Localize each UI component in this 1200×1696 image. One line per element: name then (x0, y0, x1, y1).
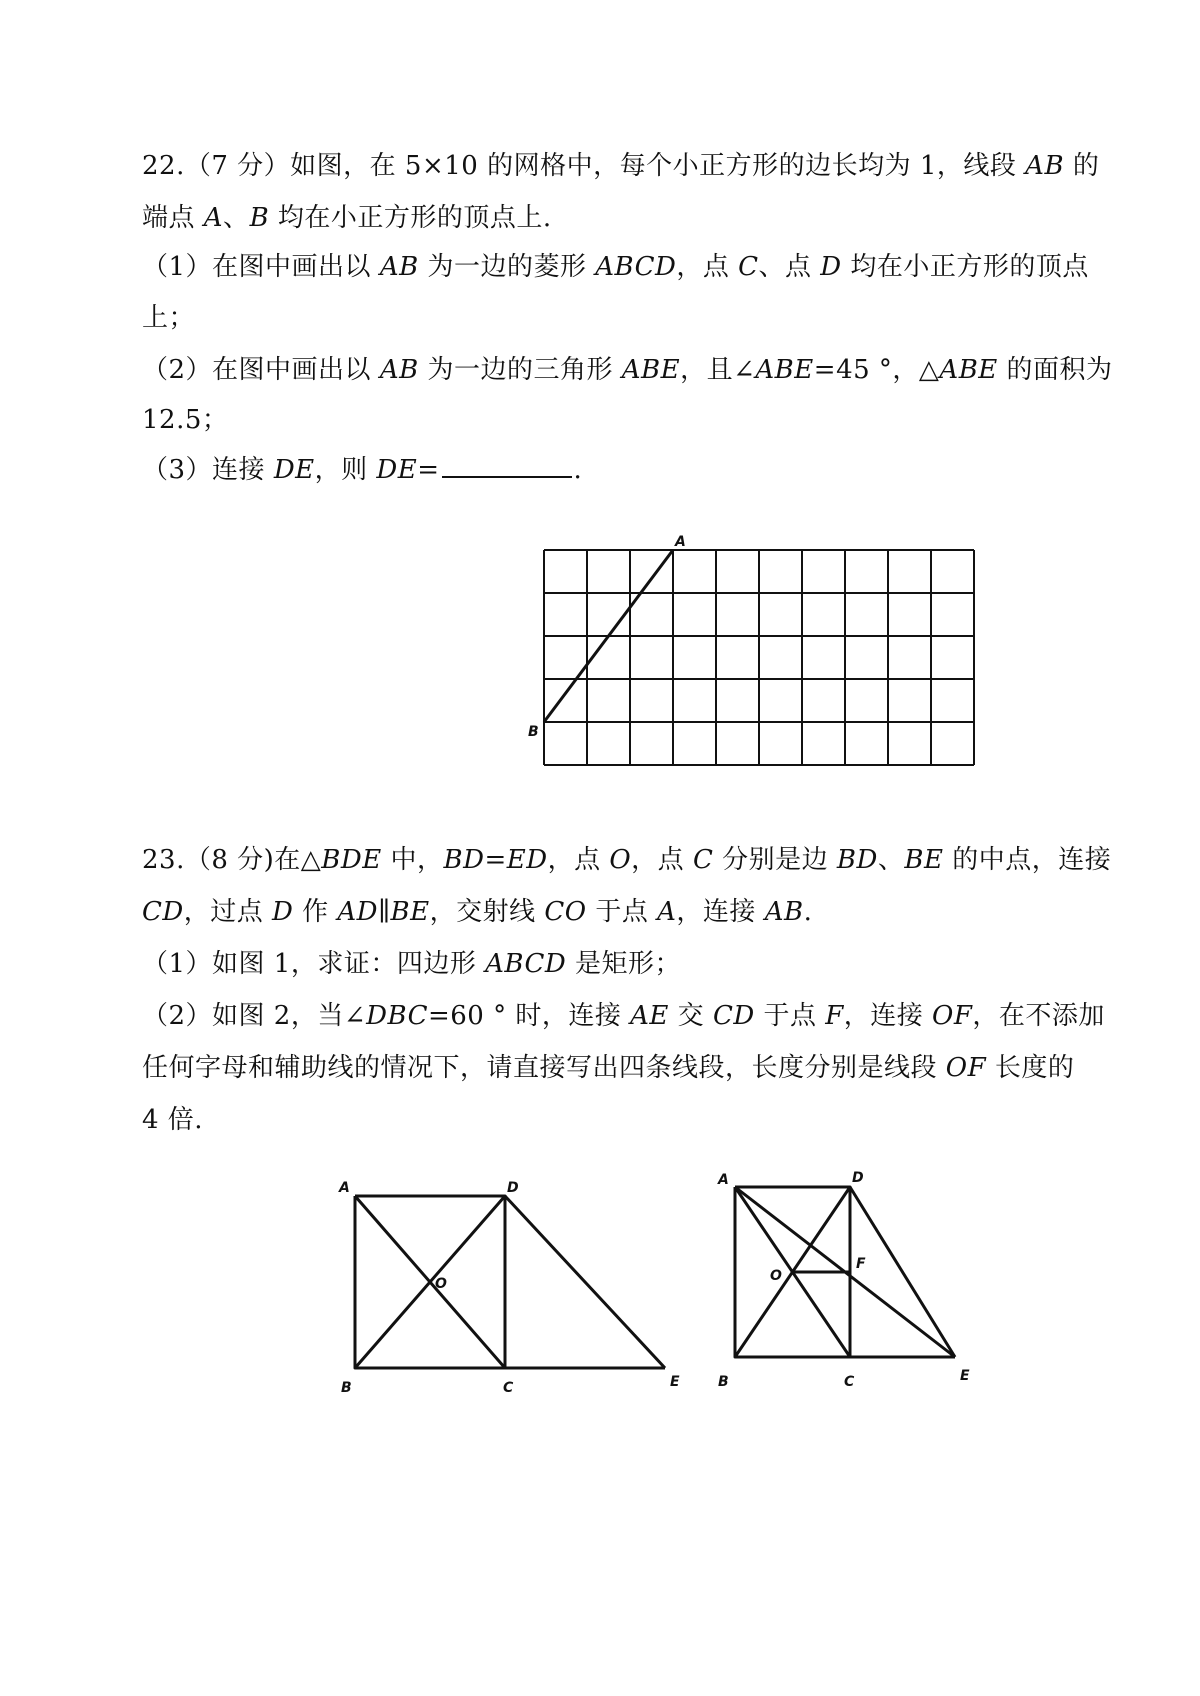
label-e: E (670, 1374, 680, 1390)
q23-math: BD (443, 845, 485, 875)
q23-text: 作 (293, 897, 338, 927)
q23-text: 于点 (586, 897, 658, 927)
q22-math: AB (1025, 151, 1065, 181)
grid-lines (544, 550, 974, 765)
label-b: B (718, 1374, 729, 1390)
q23-text: （1）如图 1，求证：四边形 (142, 949, 486, 979)
q22-text: 22.（7 分）如图，在 5×10 的网格中，每个小正方形的边长均为 1，线段 (142, 151, 1026, 181)
label-f: F (856, 1256, 866, 1272)
q23-math: ABCD (485, 949, 567, 979)
q22-math: ABE (621, 355, 681, 385)
q22-text: ，且∠ (680, 355, 756, 385)
q23-line-1 (142, 842, 1112, 878)
segment-de (505, 1196, 665, 1368)
q23-text: = (484, 845, 507, 875)
q23-text: 的中点，连接 (943, 845, 1112, 875)
q23-text: ，交射线 (429, 897, 545, 927)
label-a: A (339, 1180, 350, 1196)
q22-part1-line (142, 249, 1089, 285)
q22-text: 端点 (142, 203, 204, 233)
q23-math: BD (836, 845, 878, 875)
q22-math: ABE (939, 355, 998, 385)
label-c: C (844, 1374, 855, 1390)
q23-math: CD (712, 1001, 755, 1031)
q23-text: 23.（8 分)在△ (142, 845, 322, 875)
q22-grid-figure (520, 530, 1020, 790)
q22-text: 均在小正方形的顶点 (841, 252, 1089, 282)
q23-math: AB (764, 897, 804, 927)
q23-text: 4 倍. (142, 1105, 204, 1135)
label-d: D (852, 1170, 864, 1186)
q23-text: 是矩形； (566, 949, 681, 979)
q22-text: （1）在图中画出以 (142, 252, 380, 282)
q22-text: 的 (1064, 151, 1100, 181)
label-b: B (341, 1380, 352, 1396)
q22-text: 为一边的菱形 (418, 252, 596, 282)
q23-text: 中， (381, 845, 444, 875)
q23-text: ，在不添加 (972, 1001, 1105, 1031)
q23-part2-line-end (142, 1102, 1082, 1138)
q23-math: D (272, 897, 294, 927)
q23-text: 任何字母和辅助线的情况下，请直接写出四条线段，长度分别是线段 (142, 1053, 946, 1083)
label-e: E (960, 1368, 970, 1384)
q22-math: ABE (755, 355, 814, 385)
label-d: D (507, 1180, 519, 1196)
q22-math: AB (379, 355, 419, 385)
label-o: O (435, 1276, 447, 1292)
q23-text: 于点 (754, 1001, 826, 1031)
label-a: A (718, 1172, 729, 1188)
q22-text: 12.5； (142, 405, 229, 435)
q22-text: （2）在图中画出以 (142, 355, 380, 385)
label-a: A (675, 534, 686, 550)
q22-text: 的面积为 (997, 355, 1113, 385)
q23-text: 交 (668, 1001, 713, 1031)
q22-math: AB (379, 252, 419, 282)
q23-text: ，连接 (676, 897, 765, 927)
q22-line-1 (142, 148, 1100, 184)
q23-text: 分别是边 (713, 845, 837, 875)
q23-math: C (692, 845, 714, 875)
q23-text: 、 (877, 845, 905, 875)
q23-math: AD∥BE (337, 897, 430, 927)
q23-part2-line-cont (142, 1050, 1082, 1086)
q23-text: ，连接 (843, 1001, 933, 1031)
q22-part2-line-cont (142, 402, 1082, 438)
q23-text: . (803, 897, 813, 927)
label-o: O (770, 1268, 782, 1284)
q23-text: （2）如图 2，当∠ (142, 1001, 367, 1031)
q22-text: 上； (142, 303, 196, 333)
q23-line-2 (142, 894, 1082, 930)
q23-math: BE (904, 845, 944, 875)
q22-text: 、点 (758, 252, 821, 282)
q23-part1-line (142, 946, 1082, 982)
q23-math: O (609, 845, 632, 875)
q23-math: CD (142, 897, 184, 927)
q23-math: BDE (321, 845, 382, 875)
q23-part2-line (142, 998, 1105, 1034)
q22-text: （3）连接 (142, 455, 274, 485)
q22-text: =45 °，△ (813, 355, 940, 385)
q22-text: . (573, 455, 583, 485)
q22-text: 均在小正方形的顶点上. (269, 203, 552, 233)
q23-math: DBC (366, 1001, 428, 1031)
q22-math: D (820, 252, 842, 282)
q23-math: F (825, 1001, 844, 1031)
q23-math: ED (506, 845, 548, 875)
q22-math: B (249, 203, 270, 233)
q23-figure-2 (710, 1160, 1010, 1400)
q23-text: 长度的 (986, 1053, 1075, 1083)
label-b: B (528, 724, 539, 740)
q22-line-2 (142, 200, 1082, 236)
q22-math: DE (273, 455, 315, 485)
q23-text: ，点 (547, 845, 610, 875)
q22-math: DE (376, 455, 418, 485)
q23-figure-1 (335, 1170, 695, 1400)
label-c: C (503, 1380, 514, 1396)
q22-math: A (203, 203, 224, 233)
q23-math: OF (945, 1053, 987, 1083)
q23-math: A (657, 897, 677, 927)
q23-text: ，过点 (183, 897, 273, 927)
q23-text: =60 ° 时，连接 (427, 1001, 631, 1031)
q22-math: C (738, 252, 759, 282)
q22-math: ABCD (595, 252, 677, 282)
q22-text: ，点 (676, 252, 739, 282)
q22-text: ，则 (314, 455, 377, 485)
q22-text: 为一边的三角形 (418, 355, 622, 385)
q22-text: 、 (223, 203, 250, 233)
q22-part2-line (142, 352, 1113, 388)
q23-math: CO (544, 897, 587, 927)
q23-math: OF (932, 1001, 973, 1031)
q22-part1-line-cont (142, 300, 1082, 336)
q23-math: AE (630, 1001, 669, 1031)
q23-text: ，点 (631, 845, 693, 875)
segment-de (850, 1187, 955, 1357)
answer-blank[interactable] (442, 456, 572, 478)
q22-text: = (417, 455, 440, 485)
q22-part3-line (142, 452, 1082, 488)
